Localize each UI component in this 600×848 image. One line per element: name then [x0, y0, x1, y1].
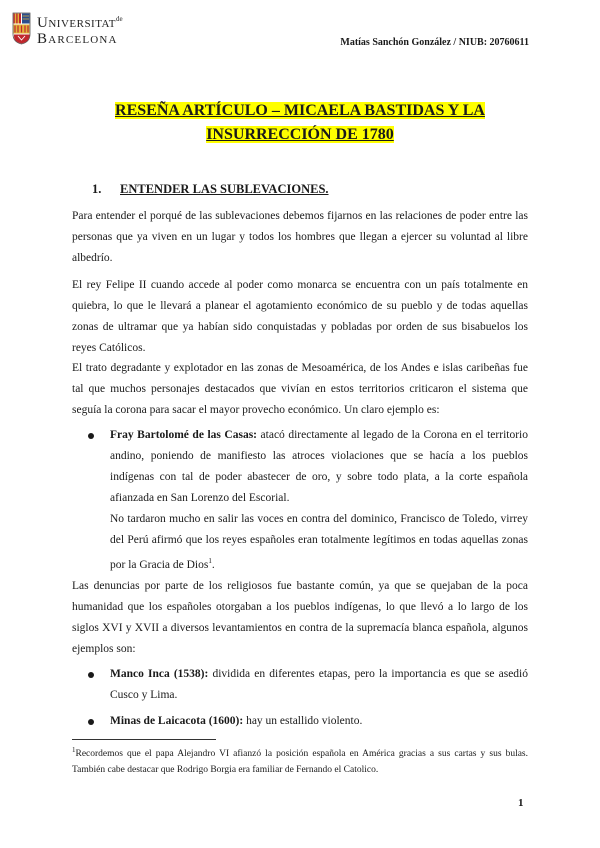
bullet-icon	[88, 719, 94, 725]
logo-de: de	[116, 15, 123, 23]
logo-wordmark-top: Universitat$^{de}$	[37, 15, 123, 31]
paragraph-4: Las denuncias por parte de los religiosos fue bastante común, ya que se quejaban de la poca humanidad que los españoles otorgaban a los pueblos indígenas, lo que llevó a lo largo de los siglos XVI y XVII a diversos levantamientos en contra de la supremacía blanca española, algunos ejemplos son:	[72, 580, 528, 655]
list-item-las-casas-continuation: No tardaron mucho en salir las voces en contra del dominico, Francisco de Toledo, virrey del Perú afirmó que los reyes españoles eran totalmente legítimos en todas aquellas zonas por la Gracia de Dios$^1$.	[110, 513, 528, 571]
university-logo	[12, 12, 147, 46]
section-heading: 1. ENTENDER LAS SUBLEVACIONES.	[92, 182, 329, 196]
paragraph-2: El rey Felipe II cuando accede al poder como monarca se encuentra con un país totalmente en quiebra, lo que le llevará a planear el agotamiento económico de su pueblo y de todas aquellas zonas de ultramar que ya habían sido conquistadas y pobladas por orden de sus bisabuelos los reyes Católicos.	[72, 279, 528, 354]
bullet-icon	[88, 672, 94, 678]
title-line-2: INSURRECCIÓN DE 1780	[206, 126, 394, 143]
logo-wordmark-bottom: Barcelona	[37, 31, 118, 47]
paragraph-3: El trato degradante y explotador en las zonas de Mesoamérica, de los Andes e islas caribeñas fue tal que muchos personajes destacados que vivían en estos territorios criticaron el sistema que seguía la corona para sacar el mayor provecho económico. Un claro ejemplo es:	[72, 362, 528, 416]
footnote-divider	[72, 739, 216, 740]
footnote: $^1$Recordemos que el papa Alejandro VI afianzó la posición española en América gracias a sus cartas y sus bulas. También cabe destacar que Rodrigo Borgia era familiar de Fernando el Catolico.	[72, 746, 528, 776]
page-number: 1	[518, 797, 524, 809]
paragraph-1: Para entender el porqué de las sublevaciones debemos fijarnos en las relaciones de poder entre las personas que ya viven en un lugar y todos los hombres que llegan a ejercer su voluntad al libre albedrío.	[72, 210, 528, 264]
list-item-laicacota: Minas de Laicacota (1600): hay un estallido violento.	[110, 715, 363, 727]
footnote-reference: 1	[208, 557, 212, 565]
section-number: 1.	[92, 182, 102, 196]
list-item-manco-inca: Manco Inca (1538): dividida en diferentes etapas, pero la importancia es que se asedió Cusco y Lima.	[110, 668, 528, 701]
list-item-las-casas: Fray Bartolomé de las Casas: atacó directamente al legado de la Corona en el territorio andino, poniendo de manifiesto las atroces violaciones que se hacía a los pueblos indígenas con tal de poder abastecer de oro, y sobre todo plata, a la corte española afianzada en San Lorenzo del Escorial.	[110, 429, 528, 504]
author-header: Matías Sanchón González / NIUB: 20760611	[340, 37, 529, 48]
title-line-1: RESEÑA ARTÍCULO – MICAELA BASTIDAS Y LA	[115, 102, 485, 119]
bullet-icon	[88, 433, 94, 439]
university-crest-icon	[12, 12, 31, 45]
